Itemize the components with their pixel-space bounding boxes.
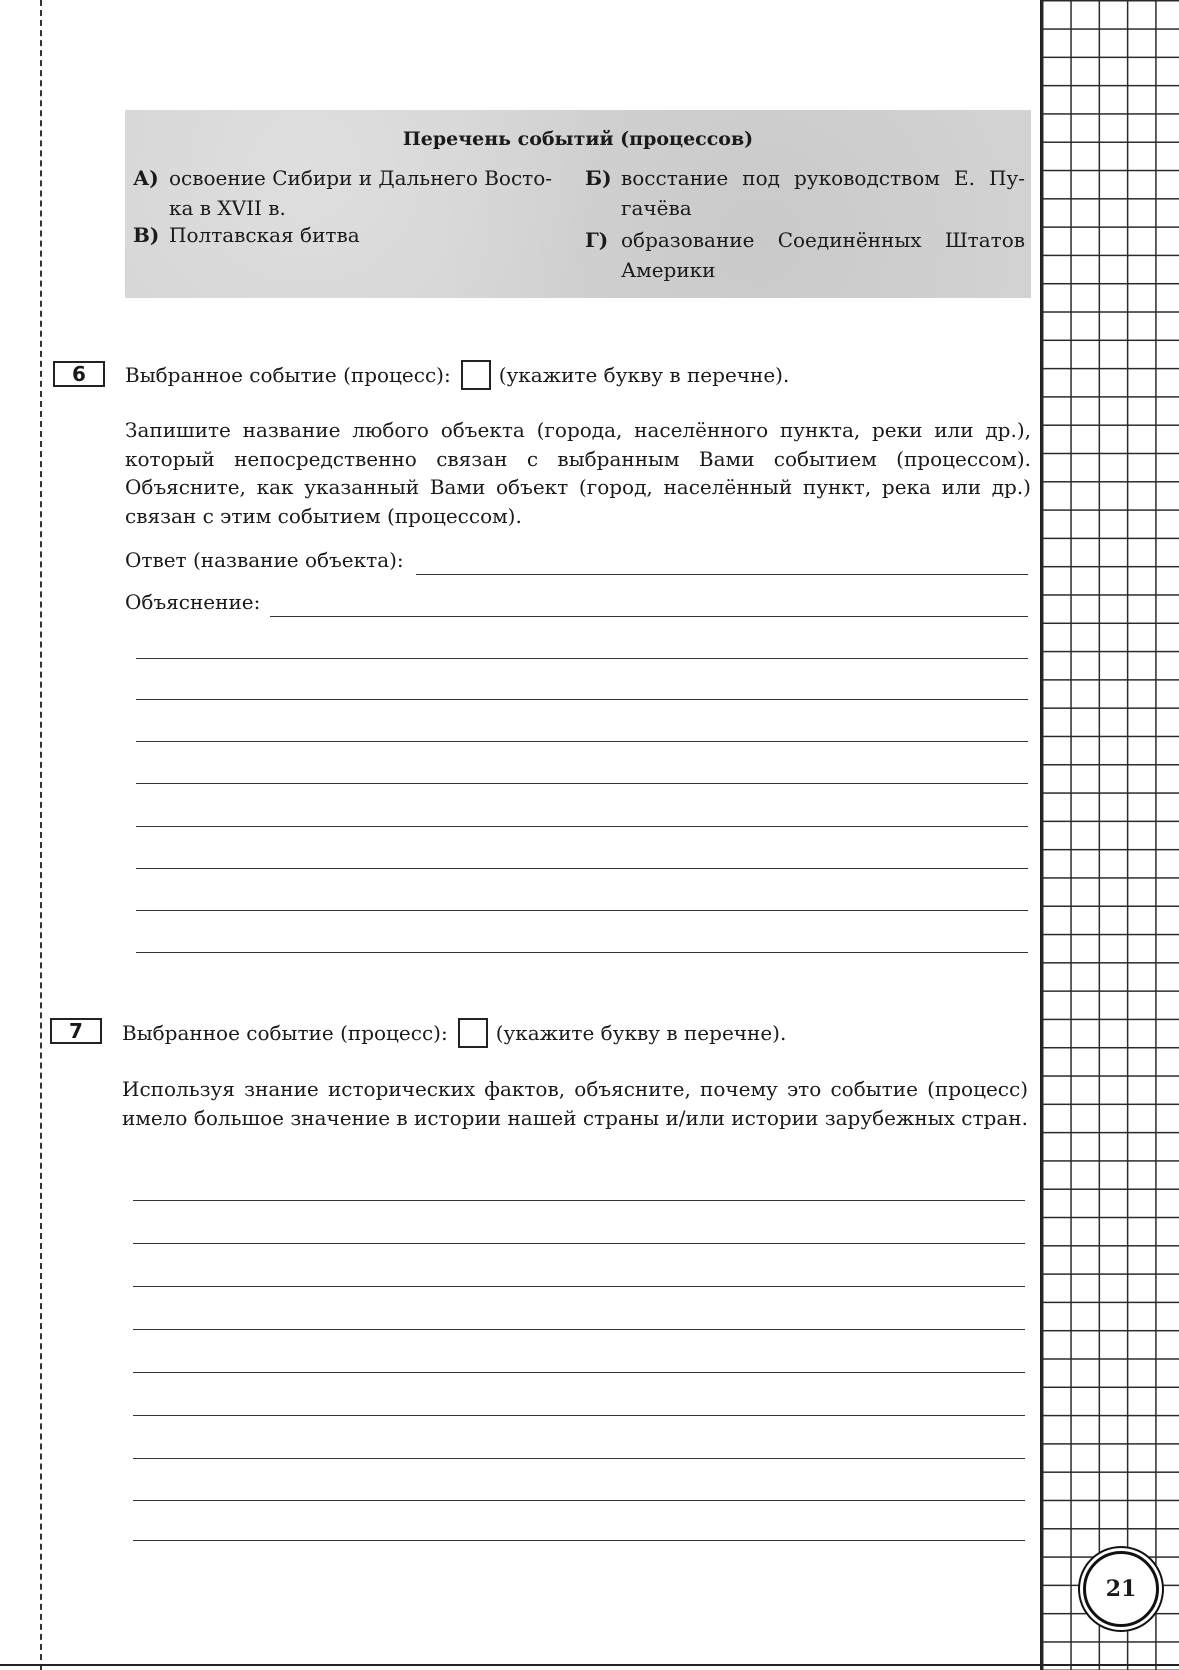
task6-writing-line[interactable] xyxy=(136,741,1028,742)
task6-answer-label: Ответ (название объекта): xyxy=(125,548,404,572)
task6-explanation-line[interactable] xyxy=(270,616,1028,617)
task7-writing-line[interactable] xyxy=(133,1540,1025,1541)
event-letter: В) xyxy=(133,223,160,247)
task7-instructions: Используя знание исторических фактов, объясните, почему это событие (процесс) имело большое значение в истории нашей страны и/или истории зарубежных стран. xyxy=(122,1077,1028,1130)
task6-writing-line[interactable] xyxy=(136,868,1028,869)
event-letter: Г) xyxy=(585,228,609,252)
task6-choice-hint: (укажите букву в перечне). xyxy=(498,363,790,387)
event-item-b xyxy=(585,163,1025,223)
margin-grid xyxy=(1040,0,1179,1670)
cut-line xyxy=(40,0,42,1670)
task7-writing-line[interactable] xyxy=(133,1458,1025,1459)
task7-writing-line[interactable] xyxy=(133,1372,1025,1373)
task7-writing-line[interactable] xyxy=(133,1415,1025,1416)
event-text: восстание под руководством Е. Пу-гачёва xyxy=(621,166,1025,220)
task6-writing-line[interactable] xyxy=(136,826,1028,827)
events-list-box xyxy=(125,110,1031,298)
task7-writing-line[interactable] xyxy=(133,1200,1025,1201)
task-number-7: 7 xyxy=(50,1018,102,1044)
task7-choice-label: Выбранное событие (процесс): xyxy=(122,1021,448,1045)
events-list-title: Перечень событий (процессов) xyxy=(402,128,754,150)
task7-writing-line[interactable] xyxy=(133,1329,1025,1330)
task7-writing-line[interactable] xyxy=(133,1500,1025,1501)
event-letter: А) xyxy=(133,166,159,190)
event-text: Полтавская битва xyxy=(169,223,360,247)
task6-letter-box[interactable] xyxy=(461,360,491,390)
task7-writing-line[interactable] xyxy=(133,1243,1025,1244)
task6-writing-line[interactable] xyxy=(136,952,1028,953)
event-letter: Б) xyxy=(585,166,612,190)
task6-writing-line[interactable] xyxy=(136,658,1028,659)
bottom-rule xyxy=(0,1664,1179,1666)
task-number-6: 6 xyxy=(53,361,105,387)
event-item-d xyxy=(585,225,1025,285)
task7-choice-row xyxy=(122,1016,786,1050)
page-number: 21 xyxy=(1083,1551,1159,1627)
task6-choice-row xyxy=(125,358,789,392)
task6-writing-line[interactable] xyxy=(136,910,1028,911)
event-text: образование Соединённых Штатов Америки xyxy=(621,228,1025,282)
event-item-a xyxy=(133,163,563,223)
task6-choice-label: Выбранное событие (процесс): xyxy=(125,363,451,387)
task7-letter-box[interactable] xyxy=(458,1018,488,1048)
task7-writing-line[interactable] xyxy=(133,1286,1025,1287)
task6-explanation-label: Объяснение: xyxy=(125,590,261,614)
task6-writing-line[interactable] xyxy=(136,783,1028,784)
task6-writing-line[interactable] xyxy=(136,699,1028,700)
event-item-c xyxy=(133,220,563,250)
task6-instructions: Запишите название любого объекта (города, населённого пункта, реки или др.), который непосредственно связан с выбранным Вами событием (процессом). Объясните, как указанный Вами объект (город, населённый пункт, река или др.) связан с этим событием (процессом). xyxy=(125,418,1031,528)
task6-answer-line[interactable] xyxy=(416,574,1028,575)
task7-choice-hint: (укажите букву в перечне). xyxy=(495,1021,787,1045)
event-text: освоение Сибири и Дальнего Восто-ка в XVII в. xyxy=(169,166,553,220)
